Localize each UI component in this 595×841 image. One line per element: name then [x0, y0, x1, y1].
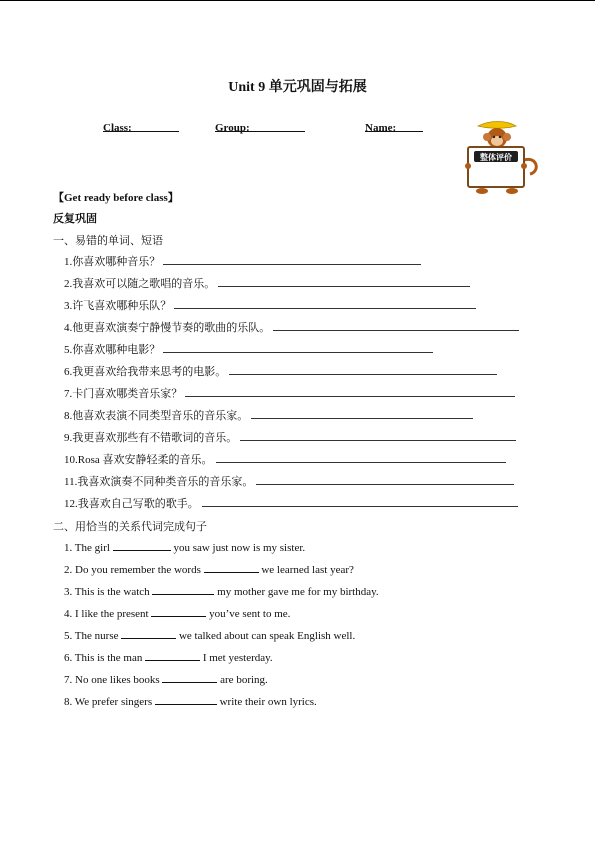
list-item: 5. The nurse we talked about can speak English well.: [64, 630, 356, 642]
answer-blank[interactable]: [251, 409, 473, 419]
list-item: 2.我喜欢可以随之歌唱的音乐。: [64, 277, 470, 291]
monkey-evaluation-icon: [458, 120, 540, 196]
list-item: 3. This is the watch my mother gave me for my birthday.: [64, 586, 379, 598]
answer-blank[interactable]: [121, 629, 176, 639]
list-item: 10.Rosa 喜欢安静轻柔的音乐。: [64, 453, 506, 467]
list-item: 2. Do you remember the words we learned last year?: [64, 564, 354, 576]
answer-blank[interactable]: [163, 343, 433, 353]
list-item: 6.我更喜欢给我带来思考的电影。: [64, 365, 497, 379]
answer-blank[interactable]: [151, 607, 206, 617]
part2-heading: 二、用恰当的关系代词完成句子: [53, 520, 207, 533]
answer-blank[interactable]: [273, 321, 519, 331]
answer-blank[interactable]: [185, 387, 515, 397]
answer-blank[interactable]: [216, 453, 506, 463]
answer-blank[interactable]: [145, 651, 200, 661]
list-item: 9.我更喜欢那些有不错歌词的音乐。: [64, 431, 516, 445]
list-item: 7. No one likes books are boring.: [64, 674, 268, 686]
answer-blank[interactable]: [240, 431, 516, 441]
get-ready-heading: 【Get ready before class】: [53, 192, 179, 204]
list-item: 4.他更喜欢演奏宁静慢节奏的歌曲的乐队。: [64, 321, 519, 335]
answer-blank[interactable]: [256, 475, 514, 485]
name-label: Name:: [365, 122, 397, 134]
badge-text: 整体评价: [480, 153, 512, 162]
answer-blank[interactable]: [155, 695, 217, 705]
answer-blank[interactable]: [162, 673, 217, 683]
list-item: 4. I like the present you’ve sent to me.: [64, 608, 291, 620]
answer-blank[interactable]: [113, 541, 171, 551]
name-blank[interactable]: [365, 122, 423, 132]
answer-blank[interactable]: [229, 365, 497, 375]
list-item: 1. The girl you saw just now is my sister.: [64, 542, 306, 554]
answer-blank[interactable]: [174, 299, 476, 309]
class-blank[interactable]: [103, 122, 179, 132]
answer-blank[interactable]: [202, 497, 518, 507]
class-label: Class:: [103, 122, 132, 134]
page-title: Unit 9 单元巩固与拓展: [228, 80, 367, 95]
list-item: 3.许飞喜欢哪种乐队？: [64, 299, 476, 313]
part1-heading: 一、易错的单词、短语: [53, 234, 163, 247]
list-item: 12.我喜欢自己写歌的歌手。: [64, 497, 518, 511]
answer-blank[interactable]: [218, 277, 470, 287]
answer-blank[interactable]: [163, 255, 421, 265]
list-item: 7.卡门喜欢哪类音乐家？: [64, 387, 515, 401]
list-item: 6. This is the man I met yesterday.: [64, 652, 273, 664]
answer-blank[interactable]: [152, 585, 214, 595]
list-item: 5.你喜欢哪种电影？: [64, 343, 433, 357]
group-blank[interactable]: [215, 122, 305, 132]
list-item: 11.我喜欢演奏不同种类音乐的音乐家。: [64, 475, 514, 489]
list-item: 1.你喜欢哪种音乐？: [64, 255, 421, 269]
group-label: Group:: [215, 122, 250, 134]
answer-blank[interactable]: [204, 563, 259, 573]
page-top-rule: [0, 0, 595, 1]
list-item: 8. We prefer singers write their own lyrics.: [64, 696, 317, 708]
list-item: 8.他喜欢表演不同类型音乐的音乐家。: [64, 409, 473, 423]
review-heading: 反复巩固: [53, 212, 97, 225]
